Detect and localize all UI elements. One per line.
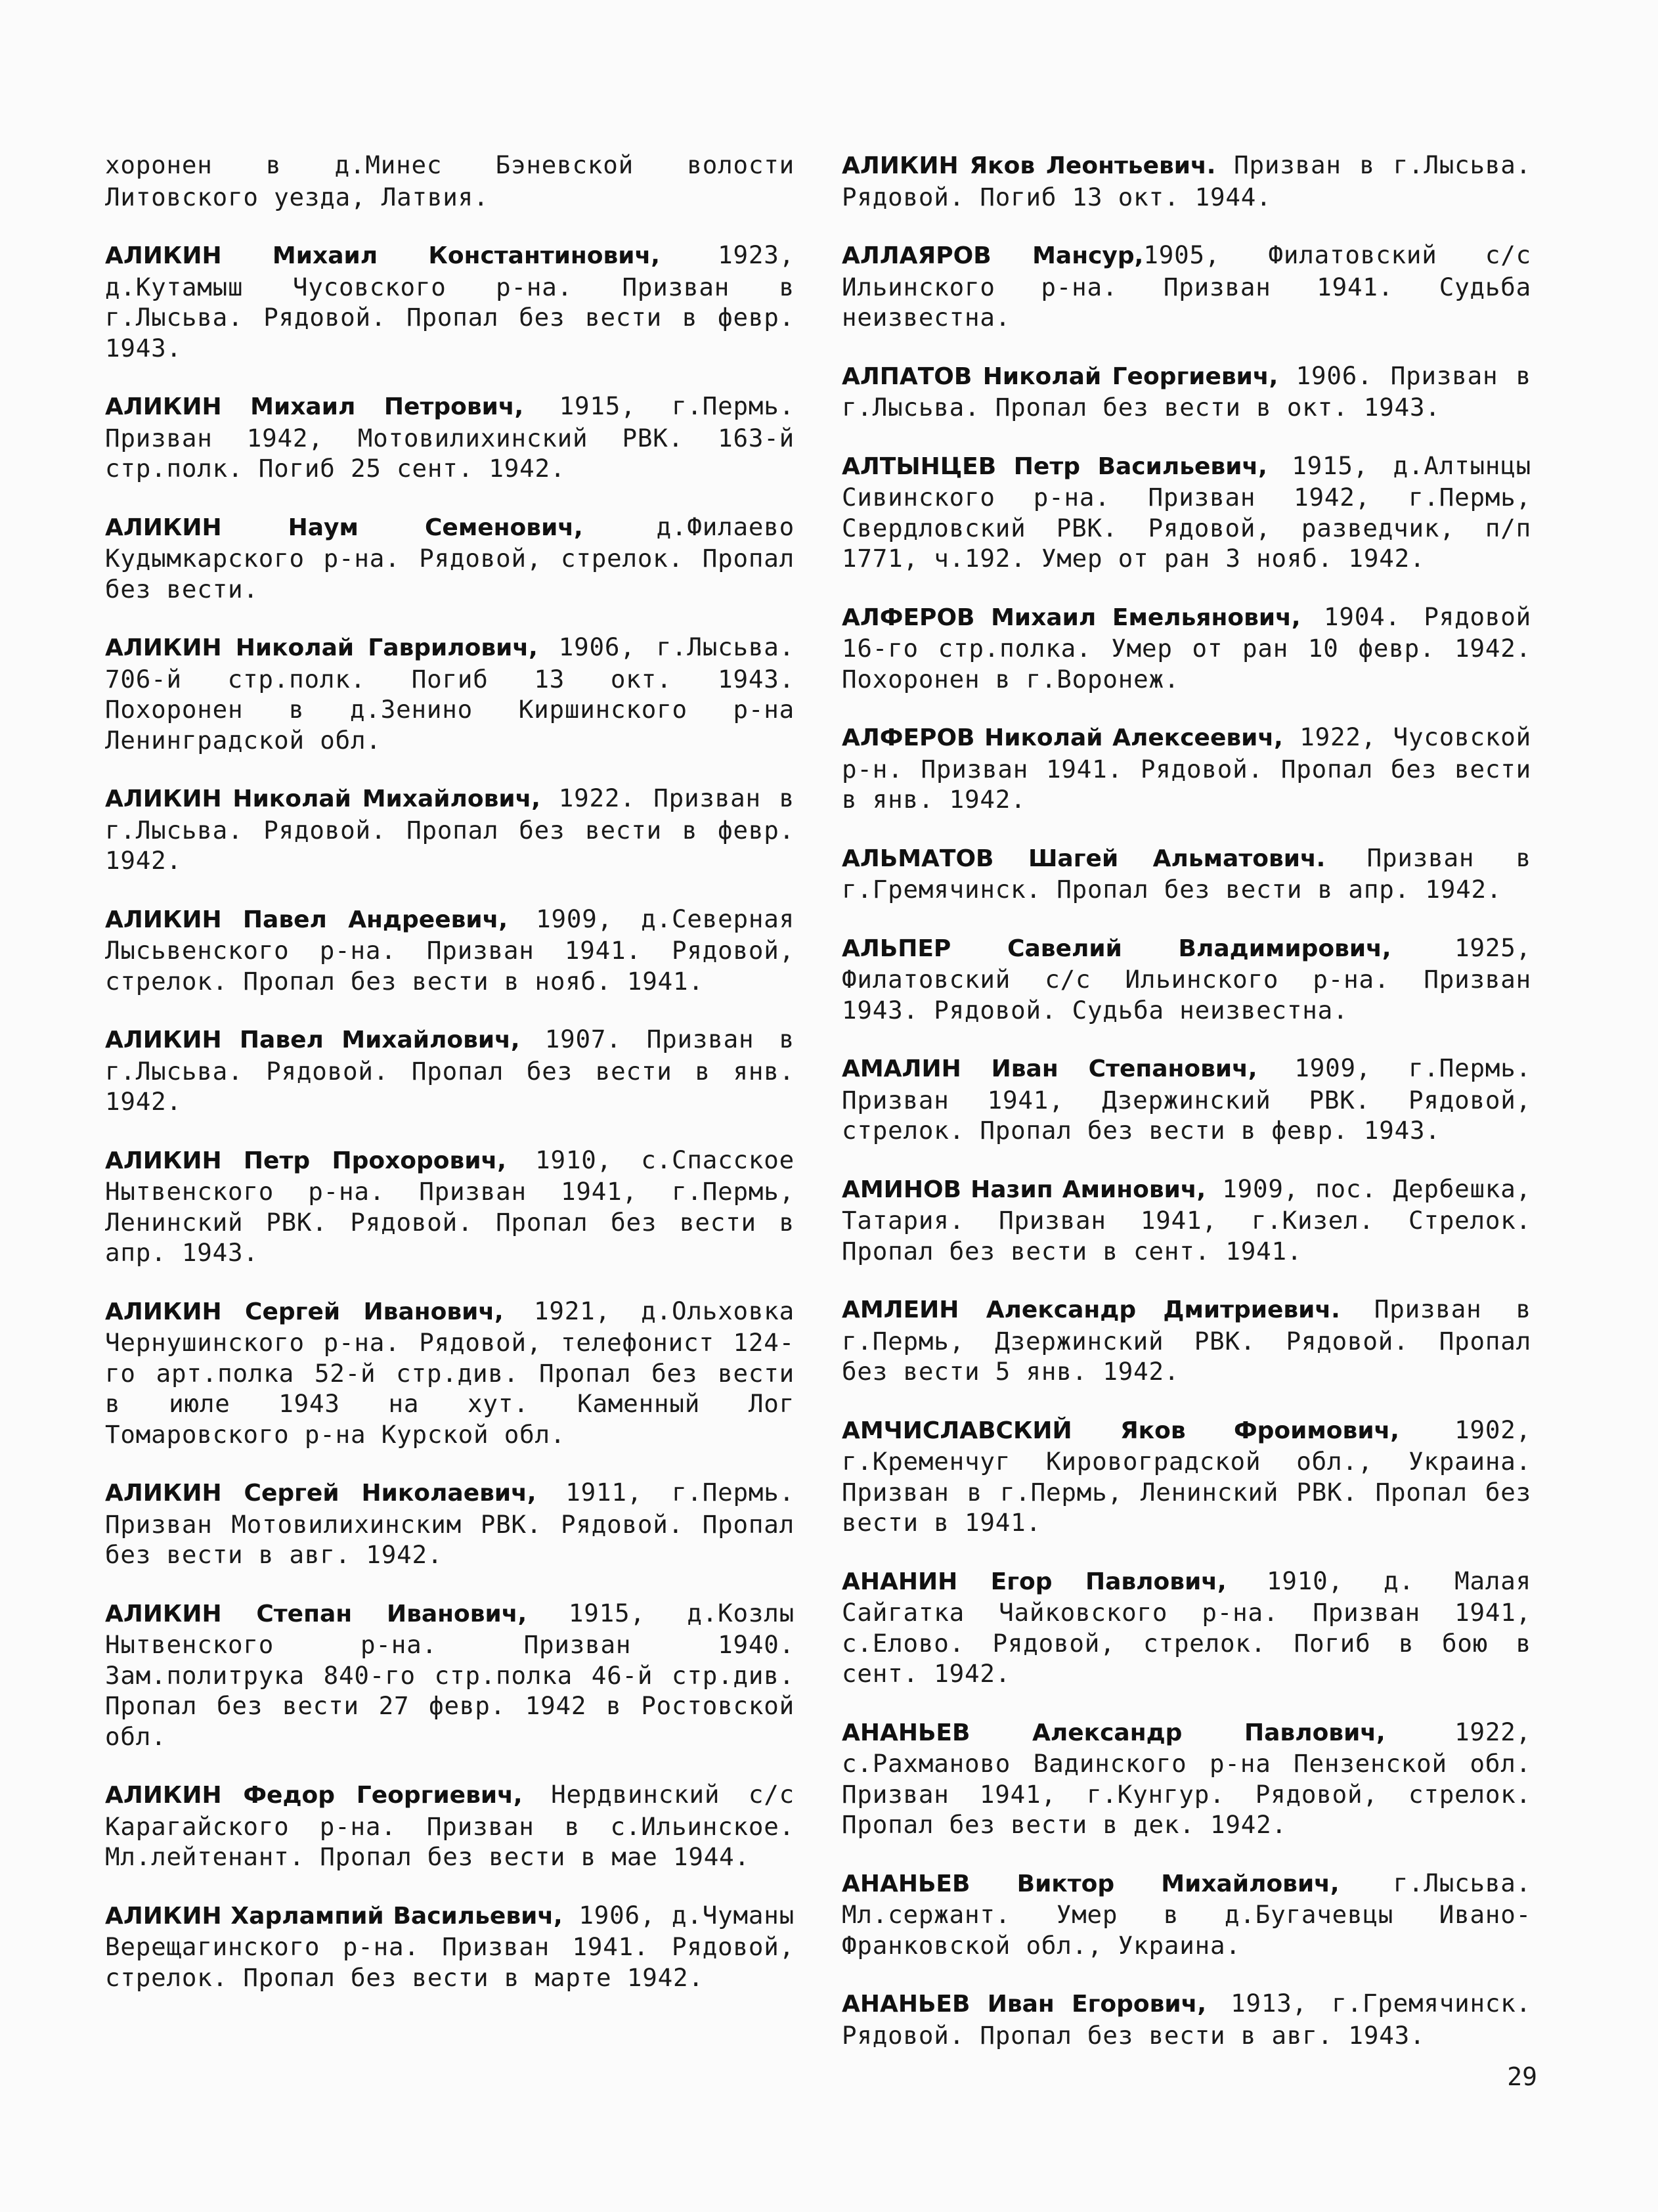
entry [842, 1174, 1531, 1267]
entry [842, 1566, 1531, 1689]
entry [105, 632, 795, 755]
entry-text: 1922, Чусовской р-н. Призван 1941. Рядовой. Пропал без вести в янв. 1942. [842, 722, 1531, 814]
entry-text: 1910, д. Малая Сайгатка Чайковского р-на. Призван 1941, с.Елово. Рядовой, стрелок. Погиб в бою в сент. 1942. [842, 1566, 1532, 1688]
entry-text: 1925, Филатовский с/с Ильинского р-на. Призван 1943. Рядовой. Судьба неизвестна. [842, 933, 1532, 1025]
entry-name: АЛИКИН Михаил Константинович, [105, 242, 660, 269]
entry-text: 1910, с.Спасское Нытвенского р-на. Призван 1941, г.Пермь, Ленинский РВК. Рядовой. Пропал без вести в апр. 1943. [105, 1145, 795, 1267]
entry [105, 1598, 795, 1752]
entry-name: АЛФЕРОВ Николай Алексеевич, [842, 724, 1283, 751]
entry-text: 1906, г.Лысьва. 706-й стр.полк. Погиб 13 окт. 1943. Похоронен в д.Зенино Киршинского р-на Ленинградской обл. [105, 632, 795, 755]
entry-name: АЛИКИН Павел Андреевич, [105, 906, 508, 933]
entry [105, 1296, 795, 1450]
entry [105, 391, 795, 484]
entry [842, 933, 1531, 1026]
entry-text: 1902, г.Кременчуг Кировоградской обл., Украина. Призван в г.Пермь, Ленинский РВК. Пропал без вести в 1941. [842, 1415, 1531, 1537]
entry-text: 1907. Призван в г.Лысьва. Рядовой. Пропал без вести в янв. 1942. [105, 1025, 795, 1116]
entry-name: АЛИКИН Федор Георгиевич, [105, 1782, 523, 1809]
entry-name: АЛИКИН Яков Леонтьевич. [842, 152, 1216, 179]
page-number: 29 [1507, 2062, 1537, 2091]
entry-name: АМАЛИН Иван Степанович, [842, 1055, 1257, 1082]
entry-text: 1909, пос. Дербешка, Татария. Призван 1941, г.Кизел. Стрелок. Пропал без вести в сент. 1941. [842, 1174, 1531, 1266]
entry-text: 1909, д.Северная Лысьвенского р-на. Призван 1941. Рядовой, стрелок. Пропал без вести в нояб. 1941. [105, 904, 795, 996]
entry-text: Призван в г.Лысьва. Рядовой. Погиб 13 окт. 1944. [842, 150, 1531, 211]
entry [842, 240, 1531, 333]
entry-name: АЛТЫНЦЕВ Петр Васильевич, [842, 453, 1267, 480]
entry-name: АЛИКИН Михаил Петрович, [105, 393, 524, 420]
entry-name: АЛИКИН Сергей Николаевич, [105, 1480, 536, 1507]
entry-text: г.Лысьва. Мл.сержант. Умер в д.Бугачевцы Ивано-Франковской обл., Украина. [842, 1868, 1531, 1960]
entry [842, 722, 1531, 815]
entry-text: Призван в г.Пермь, Дзержинский РВК. Рядовой. Пропал без вести 5 янв. 1942. [842, 1294, 1531, 1386]
entry-name: АМИНОВ Назип Аминович, [842, 1176, 1206, 1203]
entry-name: АМЛЕИН Александр Дмитриевич. [842, 1296, 1340, 1323]
entry [842, 1415, 1531, 1538]
entry-name: АЛИКИН Наум Семенович, [105, 514, 583, 541]
entry [842, 1294, 1531, 1387]
entry [105, 512, 795, 605]
entry-name: АЛЬМАТОВ Шагей Альматович. [842, 845, 1326, 872]
entry-text: д.Филаево Кудымкарского р-на. Рядовой, стрелок. Пропал без вести. [105, 512, 795, 604]
entry [842, 1053, 1531, 1146]
entry-name: АЛИКИН Сергей Иванович, [105, 1298, 504, 1325]
entry-text: 1911, г.Пермь. Призван Мотовилихинским РВК. Рядовой. Пропал без вести в авг. 1942. [105, 1478, 795, 1569]
entry [105, 150, 795, 212]
entry-name: АМЧИСЛАВСКИЙ Яков Фроимович, [842, 1417, 1399, 1444]
entry-text: 1915, д.Алтынцы Сивинского р-на. Призван 1942, г.Пермь, Свердловский РВК. Рядовой, разведчик, п/п 1771, ч.192. Умер от ран 3 нояб. 1942. [842, 451, 1531, 573]
entry-text: 1922, с.Рахманово Вадинского р-на Пензенской обл. Призван 1941, г.Кунгур. Рядовой, стрелок. Пропал без вести в дек. 1942. [842, 1717, 1531, 1839]
entry-name: АНАНЬЕВ Александр Павлович, [842, 1719, 1385, 1746]
entry [105, 1779, 795, 1872]
entry-name: АЛЛАЯРОВ Мансур, [842, 242, 1144, 269]
entry-name: АЛИКИН Павел Михайлович, [105, 1027, 520, 1053]
entry [842, 843, 1531, 905]
entry-name: АЛИКИН Николай Михайлович, [105, 785, 540, 812]
entry-text: 1923, д.Кутамыш Чусовского р-на. Призван в г.Лысьва. Рядовой. Пропал без вести в февр. 1943. [105, 240, 795, 363]
entry-text: 1909, г.Пермь. Призван 1941, Дзержинский РВК. Рядовой, стрелок. Пропал без вести в февр. 1943. [842, 1053, 1531, 1145]
entry [842, 1868, 1531, 1961]
entry-name: АНАНЬЕВ Иван Егорович, [842, 1991, 1207, 2018]
entry-name: АЛИКИН Харлампий Васильевич, [105, 1902, 563, 1930]
entry-name: АЛИКИН Петр Прохорович, [105, 1147, 506, 1174]
entry-text: 1906. Призван в г.Лысьва. Пропал без вести в окт. 1943. [842, 361, 1532, 422]
entry-text: 1915, д.Козлы Нытвенского р-на. Призван 1940. Зам.политрука 840-го стр.полка 46-й стр.див. Пропал без вести 27 февр. 1942 в Ростовской обл. [105, 1598, 795, 1751]
entry-name: АЛПАТОВ Николай Георгиевич, [842, 363, 1278, 390]
entry [105, 1024, 795, 1117]
entry-text: хоронен в д.Минес Бэневской волости Литовского уезда, Латвия. [105, 150, 795, 211]
entry [105, 783, 795, 876]
entry-name: АНАНИН Егор Павлович, [842, 1568, 1227, 1595]
entry [842, 602, 1531, 695]
entry-text: 1915, г.Пермь. Призван 1942, Мотовилихинский РВК. 163-й стр.полк. Погиб 25 сент. 1942. [105, 391, 795, 483]
entry-text: 1922. Призван в г.Лысьва. Рядовой. Пропал без вести в февр. 1942. [105, 784, 795, 875]
entry-text: Призван в г.Гремячинск. Пропал без вести в апр. 1942. [842, 843, 1531, 904]
entry [105, 240, 795, 363]
entry-name: АЛЬПЕР Савелий Владимирович, [842, 935, 1391, 962]
entry-name: АЛИКИН Степан Иванович, [105, 1600, 527, 1627]
entry [842, 1988, 1531, 2050]
entry-text: 1921, д.Ольховка Чернушинского р-на. Рядовой, телефонист 124-го арт.полка 52-й стр.див. Пропал без вести в июле 1943 на хут. Каменный Лог Томаровского р-на Курской обл. [105, 1296, 795, 1449]
left-column [105, 150, 795, 2020]
right-column [842, 150, 1531, 2078]
entry-name: АЛИКИН Николай Гаврилович, [105, 634, 538, 661]
entry [842, 451, 1531, 574]
entry [105, 904, 795, 997]
entry-text: 1913, г.Гремячинск. Рядовой. Пропал без вести в авг. 1943. [842, 1989, 1531, 2050]
entry-name: АНАНЬЕВ Виктор Михайлович, [842, 1870, 1340, 1897]
entry-text: 1906, д.Чуманы Верещагинского р-на. Призван 1941. Рядовой, стрелок. Пропал без вести в марте 1942. [105, 1900, 795, 1992]
entry [105, 1900, 795, 1993]
entry-text: 1905, Филатовский с/с Ильинского р-на. Призван 1941. Судьба неизвестна. [842, 240, 1531, 332]
entry-text: Нердвинский с/с Карагайского р-на. Призван в с.Ильинское. Мл.лейтенант. Пропал без вести в мае 1944. [105, 1780, 795, 1871]
entry [842, 150, 1531, 212]
entry-text: 1904. Рядовой 16-го стр.полка. Умер от ран 10 февр. 1942. Похоронен в г.Воронеж. [842, 602, 1532, 694]
entry [842, 361, 1531, 423]
entry [105, 1145, 795, 1268]
entry-name: АЛФЕРОВ Михаил Емельянович, [842, 604, 1301, 631]
entry [842, 1717, 1531, 1840]
entry [105, 1477, 795, 1570]
